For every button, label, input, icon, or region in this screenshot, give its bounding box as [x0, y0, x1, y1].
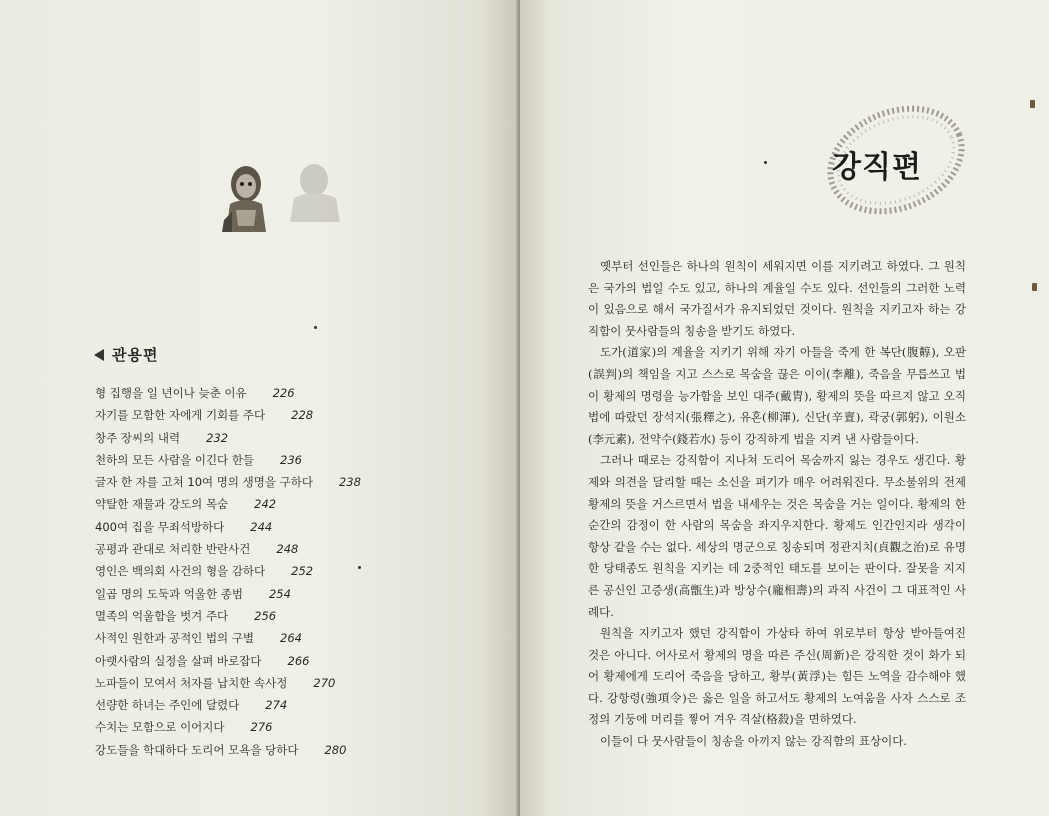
toc-item — [95, 605, 505, 627]
toc-item — [95, 560, 505, 582]
toc-page: 266 — [287, 653, 310, 668]
toc-page: 242 — [254, 497, 277, 512]
toc-title: 강도들을 학대하다 도리어 모욕을 당하다 — [95, 742, 299, 757]
figure-illustration — [220, 160, 272, 235]
toc-title: 형 집행을 일 년이나 늦춘 이유 — [95, 386, 247, 400]
toc-page: 264 — [280, 631, 302, 646]
toc-title: 자기를 모함한 자에게 기회를 주다 — [95, 408, 266, 423]
toc-title: 일곱 명의 도둑과 억울한 종범 — [95, 586, 243, 601]
toc-page: 248 — [276, 542, 299, 557]
toc-item — [95, 627, 505, 649]
toc-title: 창주 장씨의 내력 — [95, 430, 181, 445]
toc-title: 글자 한 자를 고쳐 10여 명의 생명을 구하다 — [95, 475, 313, 490]
toc-title: 멸족의 억울함을 벗겨 주다 — [95, 608, 229, 623]
toc-item — [95, 650, 505, 672]
ink-speck — [764, 161, 767, 164]
table-of-contents — [95, 382, 505, 761]
paragraph: 도가(道家)의 계율을 지키기 위해 자기 아들을 죽게 한 복단(腹䵍), 오판(誤判)의 책임을 지고 스스로 목숨을 끊은 이이(李離), 죽음을 무릅쓰고 법이 황제의 명령을 능가함을 보인 대주(戴胄), 황제의 뜻을 따르지 않고 오직 법에 따랐던 장석지(張釋之), 유혼(柳渾), 신단(辛亶), 곽궁(郭躬), 이원소(李元素), 전약수(錢若水) 등이 강직하게 법을 지켜 낸 사람들이다. — [588, 345, 966, 446]
toc-page: 226 — [272, 386, 295, 400]
page-edge-mark — [1030, 100, 1035, 108]
toc-title: 선량한 하녀는 주인에 달렸다 — [95, 698, 240, 713]
toc-page: 252 — [291, 564, 314, 579]
toc-page: 270 — [313, 675, 336, 690]
faded-figure-illustration — [286, 158, 344, 224]
toc-item — [95, 404, 505, 426]
toc-item — [95, 739, 505, 761]
toc-item — [95, 449, 505, 471]
paragraph: 그러나 때로는 강직함이 지나쳐 도리어 목숨까지 잃는 경우도 생긴다. 황제와 의견을 달리할 때는 소신을 펴기가 매우 어려워진다. 무소불위의 전제황제의 뜻을 거스르면서 법을 내세우는 것은 목숨을 거는 일이다. 황제의 한 순간의 감정이 한 사람의 목숨을 좌지우지한다. 황제도 인간인지라 생각이 항상 같을 수는 없다. 세상의 명군으로 칭송되며 정관지치(貞觀之治)로 유명한 당태종도 원칙을 지키는 데 2중적인 태도를 보이는 판이다. 잘못을 지지른 공신인 고증생(高甑生)과 방상수(龐相壽)의 과직 사건이 그 대표적인 사례다. — [588, 453, 966, 619]
toc-page: 256 — [254, 608, 277, 623]
toc-item — [95, 382, 505, 404]
toc-page: 244 — [250, 519, 273, 534]
toc-item — [95, 583, 505, 605]
toc-item — [95, 672, 505, 694]
toc-title: 노파들이 모여서 처자를 납치한 속사정 — [95, 675, 288, 690]
toc-title: 사적인 원한과 공적인 법의 구별 — [95, 631, 255, 646]
toc-page: 236 — [280, 452, 302, 467]
paragraph: 이들이 다 뭇사람들이 칭송을 아끼지 않는 강직함의 표상이다. — [600, 734, 907, 749]
section-heading — [94, 344, 158, 365]
toc-title: 공평과 관대로 처리한 반란사건 — [95, 542, 251, 557]
body-text — [588, 256, 966, 753]
toc-page: 274 — [265, 698, 288, 713]
toc-item — [95, 716, 505, 738]
toc-page: 280 — [324, 742, 347, 757]
section-title: 관용편 — [112, 346, 159, 364]
toc-title: 400여 집을 무죄석방하다 — [95, 519, 225, 534]
toc-title: 아랫사람의 실정을 살펴 바로잡다 — [95, 653, 262, 668]
toc-page: 238 — [338, 475, 361, 490]
toc-title: 수치는 모함으로 이어지다 — [95, 720, 225, 735]
paragraph: 원칙을 지키고자 했던 강직함이 가상타 하여 위로부터 항상 받아들여진 것은 아니다. 어사로서 황제의 명을 따른 주신(周新)은 강직한 것이 화가 되어 황제에게 도리어 죽음을 당하고, 황부(黃浮)는 힘든 노역을 감수해야 했다. 강항령(強項令)은 옳은 일을 하고서도 황제의 노여움을 사자 스스로 조정의 기둥에 머리를 찧어 겨우 격살(格殺)을 면하였다. — [588, 626, 966, 727]
toc-item — [95, 516, 505, 538]
toc-title: 약탈한 재물과 강도의 목숨 — [95, 497, 229, 512]
toc-page: 254 — [268, 586, 291, 601]
toc-page: 276 — [250, 720, 273, 735]
toc-item — [95, 538, 505, 560]
paragraph: 옛부터 선인들은 하나의 원칙이 세워지면 이를 지키려고 하였다. 그 원칙은 국가의 법일 수도 있고, 하나의 계율일 수도 있다. 선인들의 그러한 노력이 있음으로 해서 국가질서가 유지되었던 것이다. 원칙을 지키고자 하는 강직함이 뭇사람들의 칭송을 받기도 하였다. — [588, 259, 966, 338]
toc-item — [95, 471, 505, 493]
left-page — [0, 0, 520, 816]
toc-title: 영인은 백의회 사건의 형을 감하다 — [95, 564, 266, 579]
toc-item — [95, 493, 505, 515]
page-edge-mark — [1032, 283, 1037, 291]
chapter-title: 강직편 — [832, 150, 922, 185]
toc-title: 천하의 모든 사람을 이긴다 한들 — [95, 452, 255, 467]
toc-page: 232 — [206, 430, 229, 445]
toc-item — [95, 694, 505, 716]
toc-page: 228 — [291, 408, 314, 423]
toc-item — [95, 427, 505, 449]
ink-speck — [314, 326, 317, 329]
triangle-left-icon — [94, 349, 104, 361]
